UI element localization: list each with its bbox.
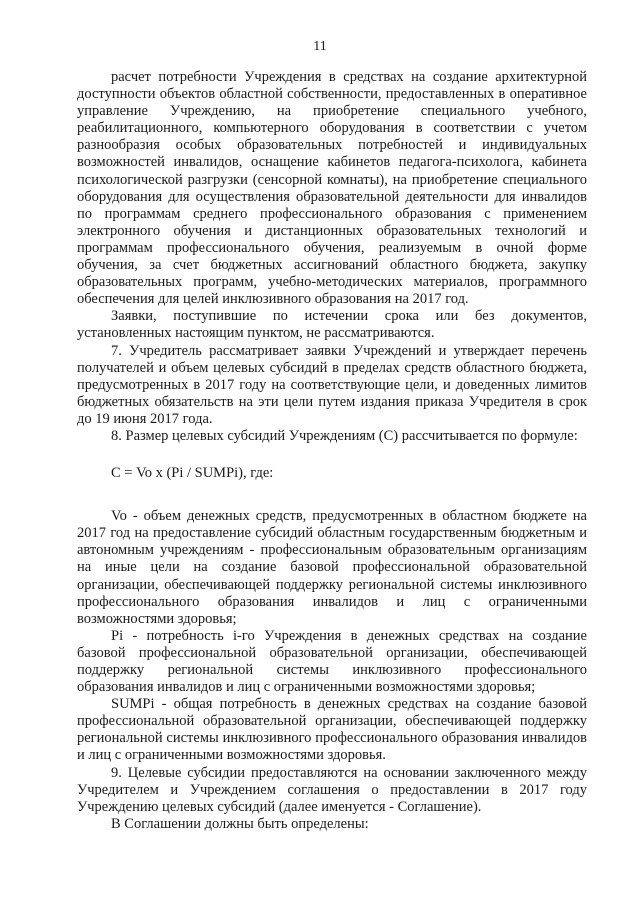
paragraph-item-7: 7. Учредитель рассматривает заявки Учреждений и утверждает перечень получателей и объем целевых субсидий в пределах средств областного бюджета, предусмотренных в 2017 году на соответствующие цели, и доведенных лимитов бюджетных обязательств на эти цели путем издания приказа Учредителя в срок до 19 июня 2017 года.	[77, 342, 587, 427]
document-body	[77, 69, 587, 833]
definition-sumpi: SUMPi - общая потребность в денежных средствах на создание базовой профессиональной образовательной организации, обеспечивающей поддержку региональной системы инклюзивного профессионального образования инвалидов и лиц с ограниченными возможностями здоровья.	[77, 696, 587, 764]
paragraph-agreement-terms: В Соглашении должны быть определены:	[111, 815, 369, 832]
definition-vo: Vo - объем денежных средств, предусмотренных в областном бюджете на 2017 год на предоставление субсидий областным государственным бюджетным и автономным учреждениям - профессиональным образовательным организациям на иные цели на создание базовой профессиональной образовательной организации, обеспечивающей поддержку региональной системы инклюзивного профессионального образования инвалидов и лиц с ограниченными возможностями здоровья;	[77, 508, 587, 627]
page-number: 11	[313, 39, 327, 54]
paragraph-item-8: 8. Размер целевых субсидий Учреждениям (С) рассчитывается по формуле:	[111, 427, 578, 444]
paragraph-need-calculation: расчет потребности Учреждения в средствах на создание архитектурной доступности объектов областной собственности, предоставленных в оперативное управление Учреждению, на приобретение специального учебного, реабилитационного, компьютерного оборудования в соответствии с учетом разнообразия особых образовательных потребностей и индивидуальных возможностей инвалидов, оснащение кабинетов педагога-психолога, кабинета психологической разгрузки (сенсорной комнаты), на приобретение специального оборудования для осуществления образовательной деятельности для инвалидов по программам среднего профессионального образования с применением электронного обучения и дистанционных образовательных технологий и программам профессионального обучения, реализуемым в очной форме обучения, за счет бюджетных ассигнований областного бюджета, закупку образовательных программ, учебно-методических материалов, программного обеспечения для целей инклюзивного образования на 2017 год.	[77, 69, 587, 308]
paragraph-item-9: 9. Целевые субсидии предоставляются на основании заключенного между Учредителем и Учреждением соглашения о предоставлении в 2017 году Учреждению целевых субсидий (далее именуется - Соглашение).	[77, 764, 587, 815]
definition-pi: Pi - потребность i-го Учреждения в денежных средствах на создание базовой профессиональной образовательной организации, обеспечивающей поддержку региональной системы инклюзивного профессионального образования инвалидов и лиц с ограниченными возможностями здоровья;	[77, 627, 587, 696]
paragraph-late-applications: Заявки, поступившие по истечении срока или без документов, установленных настоящим пунктом, не рассматриваются.	[77, 308, 587, 342]
subsidy-formula: С = Vo x (Pi / SUMPi), где:	[111, 465, 274, 482]
